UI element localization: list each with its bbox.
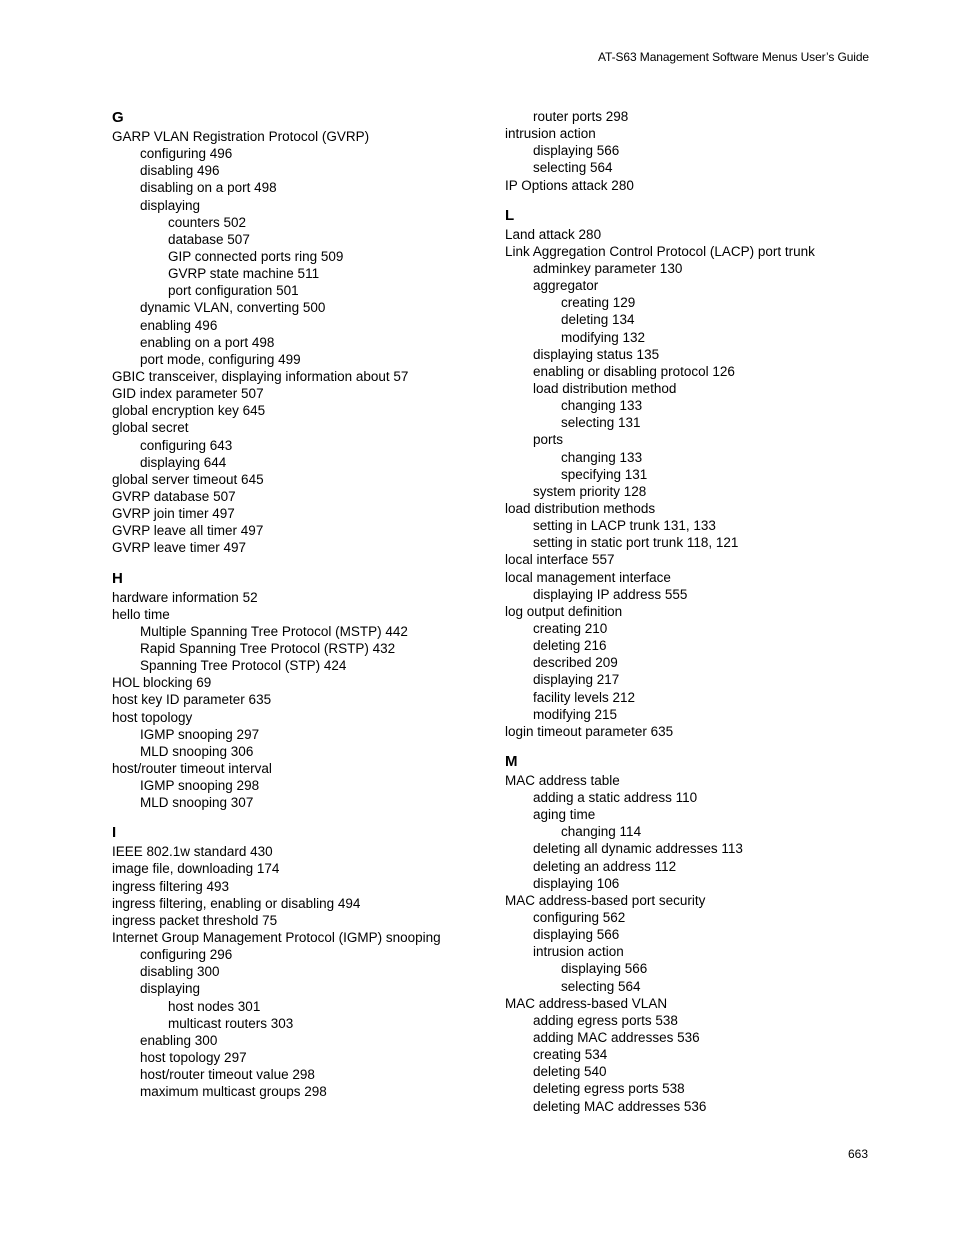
index-subentry: setting in LACP trunk 131, 133	[533, 518, 716, 534]
index-entry: IEEE 802.1w standard 430	[112, 844, 273, 860]
index-entry: IP Options attack 280	[505, 177, 634, 193]
index-subentry: enabling 300	[140, 1032, 218, 1048]
index-entry: GVRP join timer 497	[112, 506, 235, 522]
index-subentry: enabling or disabling protocol 126	[533, 363, 735, 379]
index-entry: GBIC transceiver, displaying information about 57	[112, 368, 409, 384]
section-letter: G	[112, 109, 124, 126]
index-entry: HOL blocking 69	[112, 675, 212, 691]
section-letter: I	[112, 824, 117, 842]
index-subentry: changing 133	[561, 398, 643, 414]
index-subentry: changing 114	[561, 824, 642, 840]
index-entry: hello time	[112, 606, 170, 622]
index-subentry: adminkey parameter 130	[533, 260, 683, 276]
index-subentry: creating 210	[533, 620, 608, 636]
index-subentry: displaying	[140, 197, 201, 213]
index-subentry: host nodes 301	[168, 998, 261, 1014]
index-entry: GVRP database 507	[112, 488, 236, 504]
index-section	[112, 569, 492, 812]
index-subentry: configuring 496	[140, 146, 233, 162]
index-entry: log output definition	[505, 603, 623, 619]
index-subentry: enabling 496	[140, 317, 218, 333]
index-subentry: deleting an address 112	[533, 858, 677, 874]
index-entry: GID index parameter 507	[112, 386, 264, 402]
index-section	[505, 752, 885, 1115]
index-subentry: port mode, configuring 499	[140, 351, 301, 367]
index-entry: Land attack 280	[505, 226, 602, 242]
index-entry: global secret	[112, 420, 189, 436]
index-subentry: aging time	[533, 807, 596, 823]
index-subentry: multicast routers 303	[168, 1015, 294, 1031]
index-entry: local interface 557	[505, 552, 615, 568]
index-entry: MAC address-based VLAN	[505, 995, 668, 1011]
section-letter: H	[112, 569, 123, 587]
index-subentry: deleting 540	[533, 1064, 607, 1080]
index-subentry: displaying	[140, 981, 201, 997]
index-entry: ingress packet threshold 75	[112, 912, 278, 928]
index-entry: GVRP leave all timer 497	[112, 523, 264, 539]
index-column-right	[505, 108, 885, 1115]
index-subentry: creating 534	[533, 1047, 608, 1063]
index-subentry: counters 502	[168, 214, 247, 230]
index-entry: Link Aggregation Control Protocol (LACP) port trunk	[505, 243, 815, 259]
section-letter: M	[505, 752, 518, 770]
section-letter: L	[505, 206, 515, 224]
index-subentry: port configuration 501	[168, 283, 299, 299]
index-subentry: modifying 132	[561, 329, 646, 345]
index-subentry: selecting 564	[561, 978, 641, 994]
index-entry: MAC address table	[505, 772, 620, 788]
index-subentry: deleting egress ports 538	[533, 1081, 685, 1097]
index-subentry: adding a static address 110	[533, 790, 698, 806]
running-header: AT-S63 Management Software Menus User’s Guide	[598, 50, 869, 64]
index-subentry: adding MAC addresses 536	[533, 1030, 700, 1046]
index-subentry: host topology 297	[140, 1050, 247, 1066]
index-subentry: displaying 644	[140, 454, 227, 470]
index-subentry: dynamic VLAN, converting 500	[140, 300, 326, 316]
index-entry: host topology	[112, 709, 193, 725]
index-entry: host/router timeout interval	[112, 760, 272, 776]
index-subentry: displaying 566	[533, 927, 620, 943]
index-subentry: disabling on a port 498	[140, 180, 277, 196]
index-subentry: selecting 564	[533, 160, 613, 176]
index-subentry: ports	[533, 432, 564, 448]
index-entry: login timeout parameter 635	[505, 723, 674, 739]
index-entry: global encryption key 645	[112, 403, 266, 419]
index-subentry: aggregator	[533, 278, 599, 294]
index-subentry: intrusion action	[533, 944, 624, 960]
index-subentry: disabling 496	[140, 163, 220, 179]
index-subentry: GIP connected ports ring 509	[168, 248, 344, 264]
index-subentry: system priority 128	[533, 483, 647, 499]
index-subentry: Multiple Spanning Tree Protocol (MSTP) 442	[140, 623, 408, 639]
index-subentry: IGMP snooping 297	[140, 726, 260, 742]
index-subentry: changing 133	[561, 449, 643, 465]
index-subentry: displaying 566	[533, 143, 620, 159]
index-subentry: Spanning Tree Protocol (STP) 424	[140, 658, 347, 674]
index-entry: global server timeout 645	[112, 471, 264, 487]
index-subentry: IGMP snooping 298	[140, 778, 260, 794]
index-subentry: described 209	[533, 655, 618, 671]
index-subentry: deleting all dynamic addresses 113	[533, 841, 743, 857]
index-subentry: displaying 106	[533, 875, 620, 891]
index-subentry: MLD snooping 306	[140, 743, 254, 759]
index-subentry: MLD snooping 307	[140, 795, 254, 811]
index-entry: local management interface	[505, 569, 671, 585]
index-subentry: setting in static port trunk 118, 121	[533, 535, 739, 551]
index-subentry: load distribution method	[533, 380, 677, 396]
index-entry: intrusion action	[505, 126, 596, 142]
index-section	[112, 108, 492, 557]
index-subentry: creating 129	[561, 295, 636, 311]
index-entry: MAC address-based port security	[505, 892, 706, 908]
index-subentry: Rapid Spanning Tree Protocol (RSTP) 432	[140, 640, 396, 656]
index-subentry: deleting 134	[561, 312, 635, 328]
index-subentry: displaying 217	[533, 672, 620, 688]
index-entry: hardware information 52	[112, 589, 258, 605]
index-subentry: displaying IP address 555	[533, 586, 688, 602]
index-subentry: router ports 298	[533, 109, 629, 124]
index-section	[505, 206, 885, 740]
index-subentry: displaying 566	[561, 961, 648, 977]
index-section	[112, 823, 492, 1100]
index-subentry: configuring 562	[533, 910, 626, 926]
index-subentry: maximum multicast groups 298	[140, 1084, 327, 1100]
index-entry: Internet Group Management Protocol (IGMP) snooping	[112, 930, 441, 946]
index-subentry: modifying 215	[533, 706, 618, 722]
index-subentry: deleting 216	[533, 638, 607, 654]
index-subentry: host/router timeout value 298	[140, 1067, 315, 1083]
index-subentry: enabling on a port 498	[140, 334, 275, 350]
index-subentry: adding egress ports 538	[533, 1012, 678, 1028]
index-subentry: displaying status 135	[533, 346, 660, 362]
index-subentry: configuring 643	[140, 437, 233, 453]
index-entry: GVRP leave timer 497	[112, 540, 247, 556]
index-subentry: configuring 296	[140, 947, 233, 963]
index-subentry: disabling 300	[140, 964, 220, 980]
index-entry: GARP VLAN Registration Protocol (GVRP)	[112, 129, 370, 144]
index-entry: ingress filtering 493	[112, 878, 230, 894]
index-subentry: GVRP state machine 511	[168, 266, 320, 282]
index-entry: ingress filtering, enabling or disabling 494	[112, 895, 361, 911]
index-entry: load distribution methods	[505, 500, 656, 516]
index-section	[505, 108, 885, 194]
page-number: 663	[847, 1147, 868, 1161]
index-subentry: facility levels 212	[533, 689, 636, 705]
index-subentry: database 507	[168, 231, 250, 247]
index-subentry: deleting MAC addresses 536	[533, 1098, 707, 1114]
index-entry: image file, downloading 174	[112, 861, 280, 877]
index-subentry: selecting 131	[561, 415, 641, 431]
index-subentry: specifying 131	[561, 466, 648, 482]
index-entry: host key ID parameter 635	[112, 692, 272, 708]
index-column-left	[112, 108, 492, 1100]
